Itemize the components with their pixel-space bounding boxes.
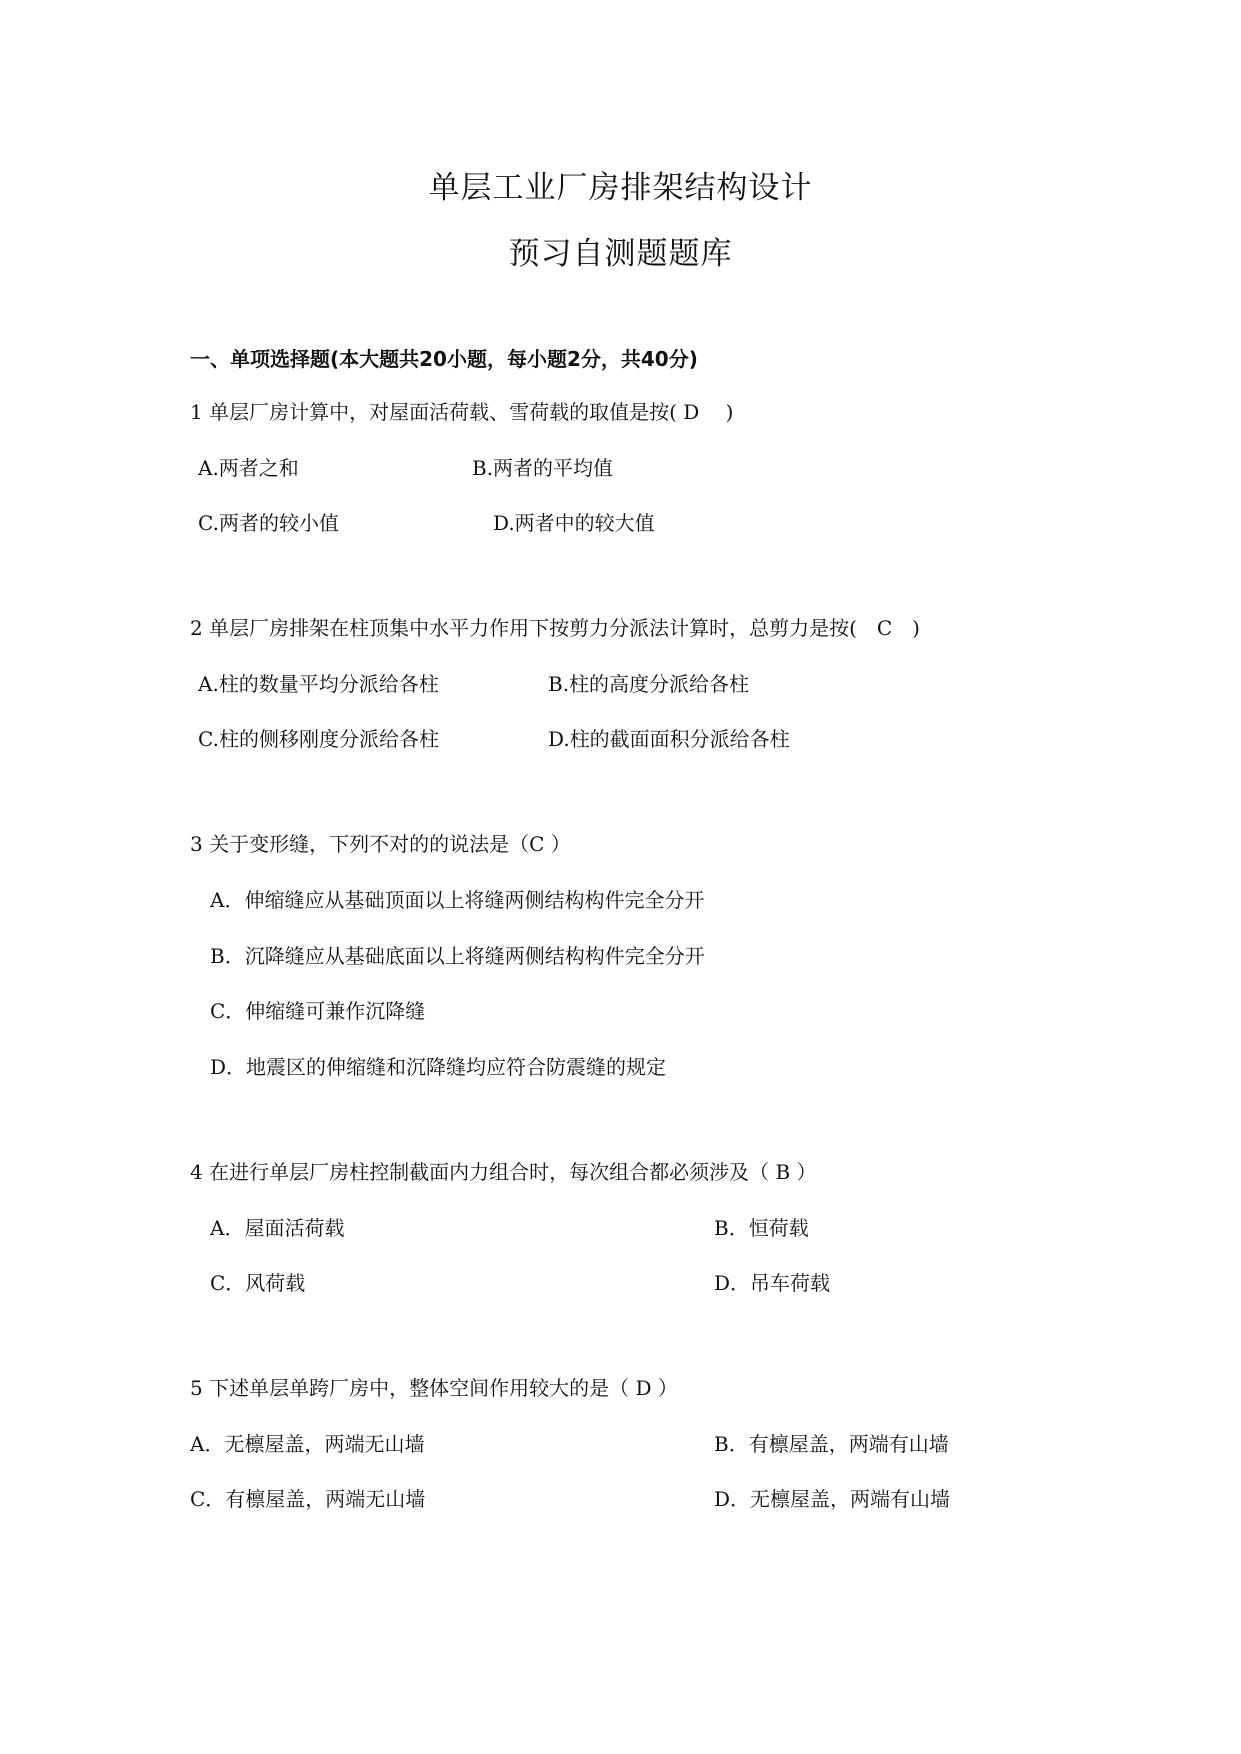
question-5-option-a: A．无檩屋盖，两端无山墙 xyxy=(190,1432,425,1456)
question-1-option-a: A.两者之和 xyxy=(198,456,299,480)
question-4-option-c: C．风荷载 xyxy=(210,1271,306,1295)
question-4-option-b: B．恒荷载 xyxy=(714,1216,809,1240)
document-title: 单层工业厂房排架结构设计 xyxy=(428,170,813,206)
question-1-option-b: B.两者的平均值 xyxy=(472,456,614,480)
question-1-option-d: D.两者中的较大值 xyxy=(493,511,655,535)
question-3: 3 关于变形缝，下列不对的的说法是（C ） xyxy=(190,832,571,856)
question-2-option-a: A.柱的数量平均分派给各柱 xyxy=(198,672,439,696)
question-5-option-c: C．有檩屋盖，两端无山墙 xyxy=(190,1487,426,1511)
question-2-option-c: C.柱的侧移刚度分派给各柱 xyxy=(198,727,439,751)
question-1: 1 单层厂房计算中，对屋面活荷载、雪荷载的取值是按( D ) xyxy=(190,400,734,424)
question-4-option-a: A．屋面活荷载 xyxy=(210,1216,345,1240)
question-5: 5 下述单层单跨厂房中，整体空间作用较大的是（ D ） xyxy=(190,1376,678,1400)
question-3-option-c: C．伸缩缝可兼作沉降缝 xyxy=(210,999,426,1023)
question-3-option-a: A．伸缩缝应从基础顶面以上将缝两侧结构构件完全分开 xyxy=(210,888,705,912)
question-2-option-b: B.柱的高度分派给各柱 xyxy=(548,672,750,696)
question-4: 4 在进行单层厂房柱控制截面内力组合时，每次组合都必须涉及（ B ） xyxy=(190,1160,817,1184)
section-heading: 一、单项选择题(本大题共20小题，每小题2分，共40分) xyxy=(190,347,698,371)
question-3-option-d: D．地震区的伸缩缝和沉降缝均应符合防震缝的规定 xyxy=(210,1055,667,1079)
question-1-option-c: C.两者的较小值 xyxy=(198,511,339,535)
question-2-option-d: D.柱的截面面积分派给各柱 xyxy=(548,727,790,751)
question-5-option-b: B．有檩屋盖，两端有山墙 xyxy=(714,1432,949,1456)
question-2: 2 单层厂房排架在柱顶集中水平力作用下按剪力分派法计算时，总剪力是按( C ) xyxy=(190,616,920,640)
question-3-option-b: B．沉降缝应从基础底面以上将缝两侧结构构件完全分开 xyxy=(210,944,705,968)
question-4-option-d: D．吊车荷载 xyxy=(714,1271,831,1295)
document-subtitle: 预习自测题题库 xyxy=(508,236,733,272)
question-5-option-d: D．无檩屋盖，两端有山墙 xyxy=(714,1487,951,1511)
